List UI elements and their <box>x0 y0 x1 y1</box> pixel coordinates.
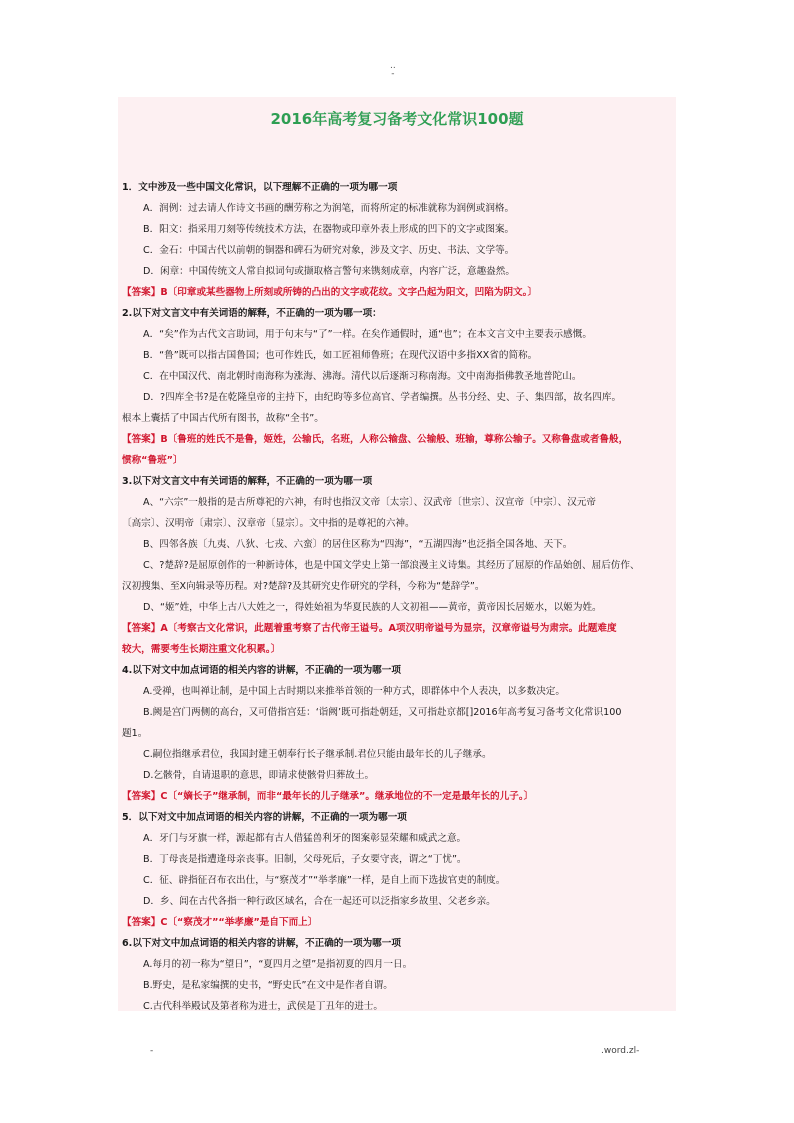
answer-option: B.阙是宫门两侧的高台，又可借指宫廷：‘诣阙’既可指赴朝廷，又可指赴京都[]2016年高考复习备考文化常识100 <box>143 707 622 718</box>
answer-option: C．征、辟指征召布衣出仕，与“察茂才”“举孝廉”一样，是自上而下选拔官吏的制度。 <box>143 875 506 886</box>
answer-key: 惯称“鲁班”〕 <box>122 455 183 466</box>
header-mark-bottom: - <box>391 69 395 79</box>
answer-option: D.乞骸骨，自请退职的意思，即请求使骸骨归葬故土。 <box>143 770 375 781</box>
answer-option: C.嗣位指继承君位，我国封建王朝奉行长子继承制.君位只能由最年长的儿子继承。 <box>143 749 492 760</box>
question-stem: 5．以下对文中加点词语的相关内容的讲解，不正确的一项为哪一项 <box>122 812 407 823</box>
answer-key: 【答案】B〔鲁班的姓氏不是鲁，姬姓，公输氏，名班，人称公输盘、公输般、班输，尊称公输子。又称鲁盘或者鲁般， <box>122 434 629 445</box>
document-title: 2016年高考复习备考文化常识100题 <box>270 110 524 128</box>
answer-option: B．丁母丧是指遭逢母亲丧事。旧制，父母死后，子女要守丧，谓之“丁忧”。 <box>143 854 467 865</box>
question-stem: 3.以下对文言文中有关词语的解释，不正确的一项为哪一项 <box>122 476 373 487</box>
answer-option: A、“六宗”一般指的是古所尊祀的六神，有时也指汉文帝〔太宗〕、汉武帝〔世宗〕、汉宣帝〔中宗〕、汉元帝 <box>143 497 597 508</box>
answer-option: D、“姬”姓，中华上古八大姓之一，得姓始祖为华夏民族的人文初祖——黄帝，黄帝因长居姬水，以姬为姓。 <box>143 602 602 613</box>
question-stem: 2.以下对文言文中有关词语的解释，不正确的一项为哪一项： <box>122 308 382 319</box>
footer-left: - <box>150 1046 154 1056</box>
answer-option: B．阳文：指采用刀刻等传统技术方法，在器物或印章外表上形成的凹下的文字或图案。 <box>143 224 515 235</box>
answer-option: A.每月的初一称为“望日”，“夏四月之望”是指初夏的四月一日。 <box>143 959 413 970</box>
header-mark-top: .. <box>390 61 396 71</box>
document-body <box>118 97 676 1011</box>
header-mark <box>390 62 396 78</box>
answer-key: 【答案】A〔考察古文化常识，此题着重考察了古代帝王谥号。A项汉明帝谥号为显宗，汉章帝谥号为肃宗。此题难度 <box>122 623 617 634</box>
answer-option: B.野史，是私家编撰的史书，“野史氏”在文中是作者自谓。 <box>143 980 393 991</box>
answer-option: D．?四库全书?是在乾隆皇帝的主持下，由纪昀等多位高官、学者编撰。丛书分经、史、子、集四部，故名四库。 <box>143 392 622 403</box>
answer-option: C、?楚辞?是屈原创作的一种新诗体，也是中国文学史上第一部浪漫主义诗集。其经历了屈原的作品始创、屈后仿作、 <box>143 560 640 571</box>
answer-option: C．金石：中国古代以前朝的铜器和碑石为研究对象，涉及文字、历史、书法、文学等。 <box>143 245 515 256</box>
continuation-text: 根本上囊括了中国古代所有图书，故称“全书”。 <box>122 413 324 424</box>
answer-option: A．“矣”作为古代文言助词，用于句末与“了”一样。在矣作通假时，通“也”；在本文言文中主要表示感慨。 <box>143 329 592 340</box>
answer-key: 【答案】C〔“察茂才”“举孝廉”是自下而上〕 <box>122 917 318 928</box>
question-stem: 6.以下对文中加点词语的相关内容的讲解，不正确的一项为哪一项 <box>122 938 401 949</box>
answer-option: A．牙门与牙旗一样，源起都有古人借猛兽利牙的图案彰显荣耀和威武之意。 <box>143 833 467 844</box>
answer-key: 【答案】B〔印章或某些器物上所刻或所铸的凸出的文字或花纹。文字凸起为阳文，凹陷为阴文。〕 <box>122 287 538 298</box>
continuation-text: 题1。 <box>122 728 148 739</box>
answer-option: D．闲章：中国传统文人常自拟词句或撷取格言警句来镌刻成章，内容广泛，意趣盎然。 <box>143 266 515 277</box>
question-stem: 4.以下对文中加点词语的相关内容的讲解，不正确的一项为哪一项 <box>122 665 401 676</box>
footer-right: .word.zl- <box>601 1046 640 1056</box>
continuation-text: 〔高宗〕、汉明帝〔肃宗〕、汉章帝〔显宗〕。文中指的是尊祀的六神。 <box>122 518 415 529</box>
answer-option: C.古代科举殿试及第者称为进士，武侯是丁丑年的进士。 <box>143 1001 383 1011</box>
answer-key: 【答案】C〔“嫡长子”继承制，而非“最年长的儿子继承”。继承地位的不一定是最年长的儿子。〕 <box>122 791 534 802</box>
answer-option: A．润例：过去请人作诗文书画的酬劳称之为润笔，而将所定的标准就称为润例或润格。 <box>143 203 515 214</box>
answer-option: B．“鲁”既可以指古国鲁国；也可作姓氏，如工匠祖师鲁班；在现代汉语中多指XX省的简称。 <box>143 350 538 361</box>
answer-option: B、四邻各族〔九夷、八狄、七戎、六蛮〕的居住区称为“四海”，“五湖四海”也泛指全国各地、天下。 <box>143 539 573 550</box>
continuation-text: 汉初搜集、至X向辑录等历程。对?楚辞?及其研究史作研究的学科，今称为“楚辞学”。 <box>122 581 485 592</box>
answer-option: A.受禅，也叫禅让制，是中国上古时期以来推举首领的一种方式，即群体中个人表决，以多数决定。 <box>143 686 565 697</box>
answer-option: D．乡、闾在古代各指一种行政区域名，合在一起还可以泛指家乡故里、父老乡亲。 <box>143 896 496 907</box>
answer-key: 较大，需要考生长期注重文化积累。〕 <box>122 644 281 655</box>
question-list <box>122 177 672 1011</box>
question-stem: 1．文中涉及一些中国文化常识，以下理解不正确的一项为哪一项 <box>122 182 398 193</box>
answer-option: C．在中国汉代、南北朝时南海称为涨海、沸海。清代以后逐渐习称南海。文中南海指佛教圣地普陀山。 <box>143 371 582 382</box>
